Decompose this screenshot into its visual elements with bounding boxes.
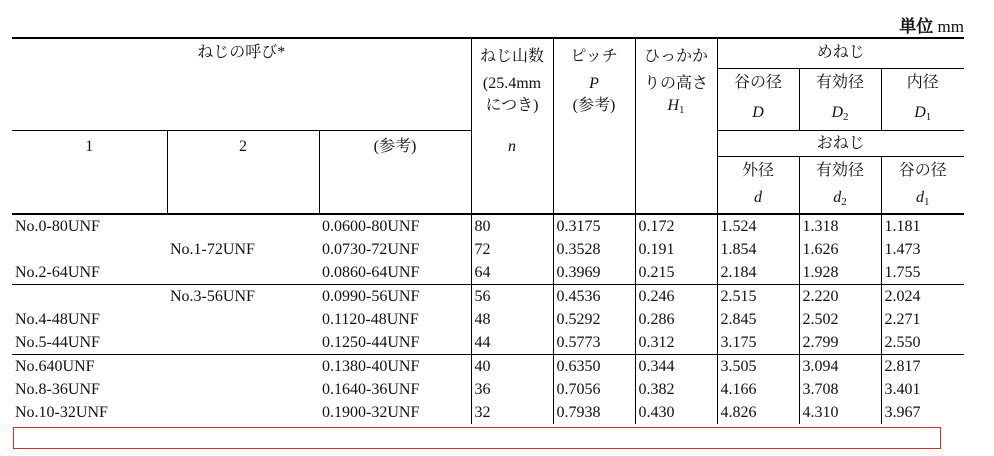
threads-header: ねじ山数 (25.4mm につき) <box>471 38 553 131</box>
cell-height: 0.286 <box>635 308 717 331</box>
cell-root-diameter: 2.817 <box>881 355 964 379</box>
cell-threads: 44 <box>471 331 553 355</box>
internal-pitch-diameter-symbol: D2 <box>799 99 881 131</box>
cell-pitch: 0.4536 <box>553 285 635 309</box>
cell-major-diameter: 1.524 <box>717 214 799 238</box>
cell-designation-ref: 0.1120-48UNF <box>322 311 419 328</box>
cell-designation-2 <box>167 308 319 331</box>
cell-designation-1: No.10-32UNF <box>15 404 108 421</box>
col2-header: 2 <box>167 131 319 215</box>
cell-height: 0.172 <box>635 214 717 238</box>
cell-threads: 56 <box>471 285 553 309</box>
external-root-diameter-label: 谷の径 <box>898 162 947 179</box>
cell-pitch: 0.3969 <box>553 261 635 285</box>
cell-pitch: 0.7938 <box>553 401 635 424</box>
cell-root-diameter: 2.024 <box>881 285 964 309</box>
table-row <box>12 355 964 379</box>
pitch-header: ピッチ P (参考) <box>553 38 635 131</box>
cell-root-diameter: 3.967 <box>881 401 964 424</box>
cell-height: 0.215 <box>635 261 717 285</box>
external-major-diameter-label: 外径 <box>717 157 799 186</box>
table-row <box>12 238 964 261</box>
cell-pitch-diameter: 1.626 <box>799 238 881 261</box>
cell-pitch-diameter: 3.094 <box>799 355 881 379</box>
cell-height: 0.344 <box>635 355 717 379</box>
cell-pitch: 0.7056 <box>553 378 635 401</box>
cell-designation-ref: 0.0600-80UNF <box>322 218 420 235</box>
cell-threads: 32 <box>471 401 553 424</box>
threads-symbol: n <box>471 131 553 215</box>
cell-designation-1: No.8-36UNF <box>15 381 100 398</box>
cell-threads: 64 <box>471 261 553 285</box>
cell-pitch-diameter: 1.318 <box>799 214 881 238</box>
cell-threads: 40 <box>471 355 553 379</box>
cell-pitch: 0.3175 <box>553 214 635 238</box>
cell-major-diameter: 3.175 <box>717 331 799 355</box>
cell-designation-2 <box>167 355 319 379</box>
cell-designation-1: No.640UNF <box>12 355 167 379</box>
cell-root-diameter: 1.181 <box>881 214 964 238</box>
cell-major-diameter: 4.166 <box>717 378 799 401</box>
height-header: ひっかか りの高さ H1 <box>635 38 717 131</box>
unit-label: 単位 mm <box>899 17 964 36</box>
cell-threads: 80 <box>471 214 553 238</box>
external-thread-header: おねじ <box>717 131 964 157</box>
cell-root-diameter: 2.271 <box>881 308 964 331</box>
external-pitch-diameter-symbol: d2 <box>799 185 881 214</box>
cell-designation-2: No.3-56UNF <box>167 285 319 309</box>
col1-header: 1 <box>12 131 167 215</box>
table-row <box>12 285 964 309</box>
cell-designation-1: No.5-44UNF <box>15 334 100 351</box>
table-body <box>12 214 964 424</box>
table-row <box>12 331 964 355</box>
cell-designation-1: No.2-64UNF <box>15 264 100 281</box>
internal-root-diameter-symbol: D <box>717 99 799 131</box>
cell-designation-ref: 0.1900-32UNF <box>322 404 420 421</box>
external-root-diameter-symbol: d1 <box>881 185 964 214</box>
cell-designation-1 <box>12 238 167 261</box>
table-row <box>12 214 964 238</box>
internal-minor-diameter-label: 内径 <box>906 74 939 92</box>
external-pitch-diameter-label: 有効径 <box>799 157 881 186</box>
cell-designation-2: No.1-72UNF <box>170 241 255 258</box>
cell-height: 0.191 <box>635 238 717 261</box>
table-row <box>12 401 964 424</box>
pitch-blank <box>553 131 635 215</box>
cell-designation-2 <box>167 401 319 424</box>
cell-designation-ref: 0.0990-56UNF <box>319 285 471 309</box>
cell-designation-ref: 0.1640-36UNF <box>322 381 420 398</box>
cell-designation-ref: 0.0730-72UNF <box>322 241 420 258</box>
cell-designation-1 <box>12 285 167 309</box>
thread-table <box>12 37 964 424</box>
designation-header: ねじの呼び* <box>12 38 471 131</box>
cell-height: 0.382 <box>635 378 717 401</box>
cell-major-diameter: 4.826 <box>717 401 799 424</box>
cell-threads: 36 <box>471 378 553 401</box>
cell-height: 0.246 <box>635 285 717 309</box>
table-row <box>12 261 964 285</box>
cell-root-diameter: 1.755 <box>881 261 964 285</box>
cell-root-diameter: 3.401 <box>881 378 964 401</box>
cell-height: 0.312 <box>635 331 717 355</box>
internal-minor-diameter-symbol: D1 <box>881 99 964 131</box>
cell-designation-1: No.4-48UNF <box>15 311 100 328</box>
cell-designation-ref: 0.0860-64UNF <box>322 264 420 281</box>
cell-pitch-diameter: 4.310 <box>799 401 881 424</box>
internal-root-diameter-label: 谷の径 <box>717 69 799 99</box>
table-row <box>12 308 964 331</box>
cell-height: 0.430 <box>635 401 717 424</box>
cell-root-diameter: 1.473 <box>881 238 964 261</box>
height-blank <box>635 131 717 215</box>
cell-major-diameter: 2.184 <box>717 261 799 285</box>
cell-designation-2 <box>167 214 319 238</box>
cell-pitch: 0.3528 <box>553 238 635 261</box>
cell-major-diameter: 2.845 <box>717 308 799 331</box>
cell-major-diameter: 1.854 <box>717 238 799 261</box>
cell-pitch: 0.5773 <box>553 331 635 355</box>
cell-designation-1: No.0-80UNF <box>15 218 100 235</box>
cell-designation-2 <box>167 331 319 355</box>
table-row <box>12 378 964 401</box>
cell-pitch-diameter: 3.708 <box>799 378 881 401</box>
cell-pitch: 0.6350 <box>553 355 635 379</box>
cell-threads: 48 <box>471 308 553 331</box>
cell-pitch: 0.5292 <box>553 308 635 331</box>
cell-threads: 72 <box>471 238 553 261</box>
internal-pitch-diameter-label: 有効径 <box>799 69 881 99</box>
external-major-diameter-symbol: d <box>717 185 799 214</box>
cell-designation-2 <box>167 261 319 285</box>
cell-pitch-diameter: 2.220 <box>799 285 881 309</box>
cell-root-diameter: 2.550 <box>881 331 964 355</box>
highlight-row-box <box>13 427 941 449</box>
cell-pitch-diameter: 1.928 <box>799 261 881 285</box>
cell-major-diameter: 3.505 <box>717 355 799 379</box>
cell-designation-ref: 0.1250-44UNF <box>322 334 420 351</box>
cell-major-diameter: 2.515 <box>717 285 799 309</box>
internal-thread-header: めねじ <box>717 38 964 69</box>
cell-pitch-diameter: 2.502 <box>799 308 881 331</box>
ref-header: (参考) <box>319 131 471 215</box>
cell-designation-2 <box>167 378 319 401</box>
cell-pitch-diameter: 2.799 <box>799 331 881 355</box>
cell-designation-ref: 0.1380-40UNF <box>319 355 471 379</box>
